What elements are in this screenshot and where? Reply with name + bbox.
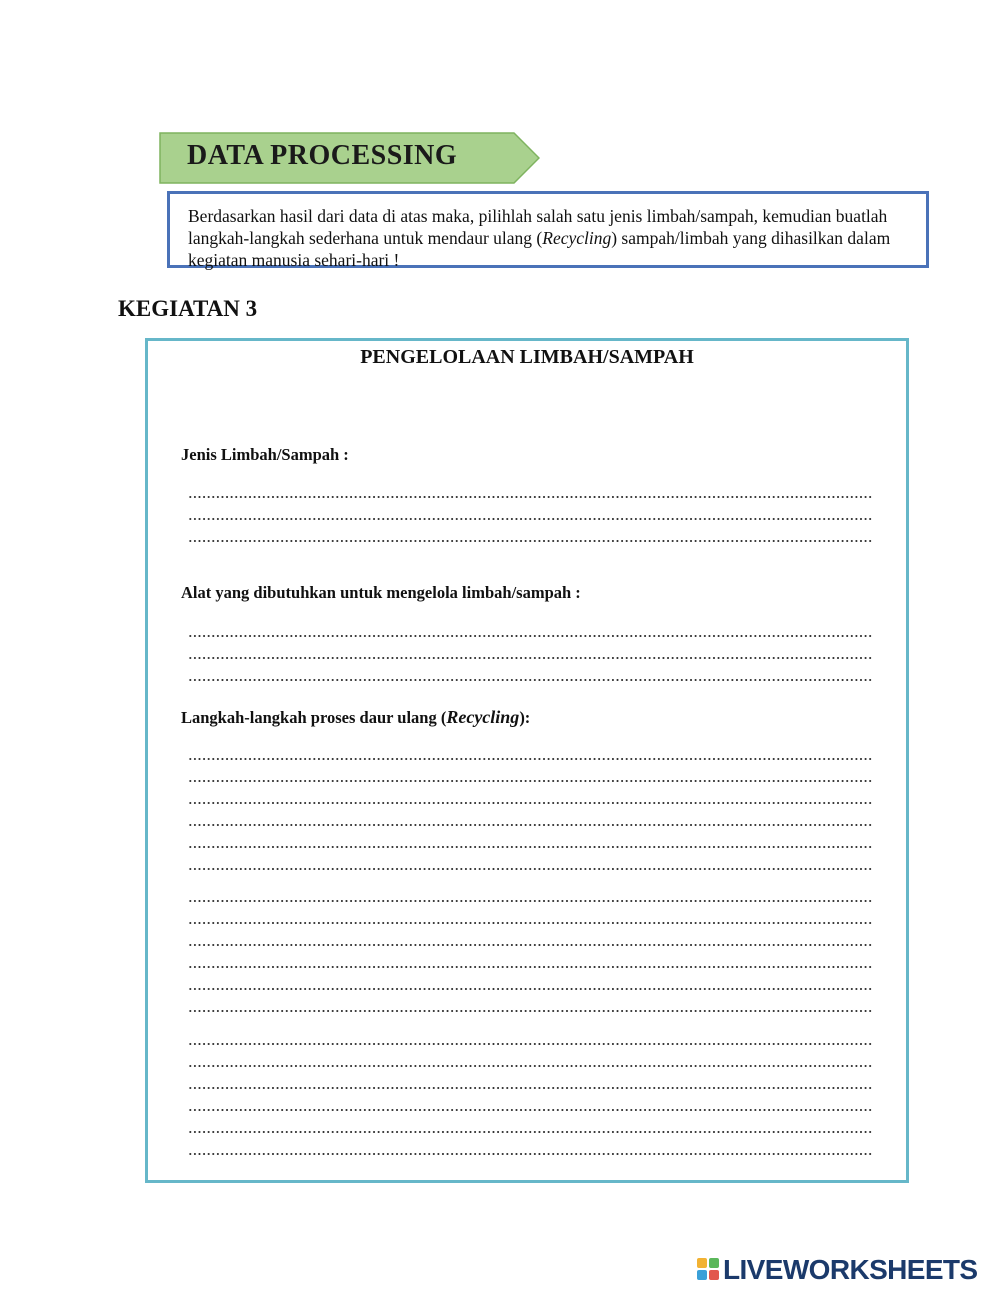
instruction-italic-term: Recycling	[542, 228, 612, 248]
field-label-recycling-steps	[181, 707, 530, 728]
answer-area-waste-type[interactable]	[188, 477, 872, 543]
label-part: Langkah-langkah proses daur ulang (	[181, 708, 447, 727]
field-label-tools: Alat yang dibutuhkan untuk mengelola limbah/sampah :	[181, 583, 581, 602]
label-italic-term: Recycling	[446, 707, 520, 727]
answer-line[interactable]	[188, 925, 872, 947]
answer-line[interactable]	[188, 1090, 872, 1112]
answer-line[interactable]	[188, 827, 872, 849]
logo-squares-icon	[697, 1258, 721, 1280]
answer-line[interactable]	[188, 660, 872, 682]
worksheet-panel	[145, 338, 909, 1183]
answer-line[interactable]	[188, 881, 872, 903]
answer-line[interactable]	[188, 761, 872, 783]
instruction-box	[167, 191, 929, 268]
section-banner	[159, 132, 540, 184]
label-part: ):	[519, 708, 531, 727]
answer-line[interactable]	[188, 1068, 872, 1090]
logo-text: LIVEWORKSHEETS	[723, 1254, 978, 1285]
answer-line[interactable]	[188, 477, 872, 499]
answer-area-tools[interactable]	[188, 616, 872, 682]
answer-line[interactable]	[188, 739, 872, 761]
answer-line[interactable]	[188, 805, 872, 827]
instruction-text-part: ) sampah/limbah yang dihasilkan dalam kegiatan manusia sehari-hari !	[188, 228, 891, 270]
answer-area-recycling-steps-1[interactable]	[188, 739, 872, 871]
answer-area-recycling-steps-2[interactable]	[188, 881, 872, 1013]
answer-line[interactable]	[188, 616, 872, 638]
logo-square	[709, 1270, 719, 1280]
answer-line[interactable]	[188, 638, 872, 660]
instruction-text	[188, 205, 910, 271]
answer-line[interactable]	[188, 903, 872, 925]
answer-line[interactable]	[188, 499, 872, 521]
logo-square	[709, 1258, 719, 1268]
answer-line[interactable]	[188, 1112, 872, 1134]
answer-line[interactable]	[188, 521, 872, 543]
field-label-waste-type: Jenis Limbah/Sampah :	[181, 445, 349, 464]
logo-square	[697, 1270, 707, 1280]
answer-line[interactable]	[188, 1046, 872, 1068]
answer-line[interactable]	[188, 1134, 872, 1156]
answer-line[interactable]	[188, 849, 872, 871]
answer-area-recycling-steps-3[interactable]	[188, 1024, 872, 1156]
section-title: DATA PROCESSING	[187, 140, 458, 171]
logo-square	[697, 1258, 707, 1268]
activity-heading: KEGIATAN 3	[118, 296, 258, 321]
liveworksheets-logo	[697, 1254, 993, 1284]
instruction-text-part: Berdasarkan hasil dari data di atas maka, pilihlah salah satu jenis limbah/sampah, kemudian buatlah langkah-langkah sederhana untuk mendaur ulang (	[188, 206, 888, 248]
answer-line[interactable]	[188, 1024, 872, 1046]
answer-line[interactable]	[188, 783, 872, 805]
answer-line[interactable]	[188, 947, 872, 969]
answer-line[interactable]	[188, 991, 872, 1013]
panel-title: PENGELOLAAN LIMBAH/SAMPAH	[360, 346, 694, 368]
answer-line[interactable]	[188, 969, 872, 991]
